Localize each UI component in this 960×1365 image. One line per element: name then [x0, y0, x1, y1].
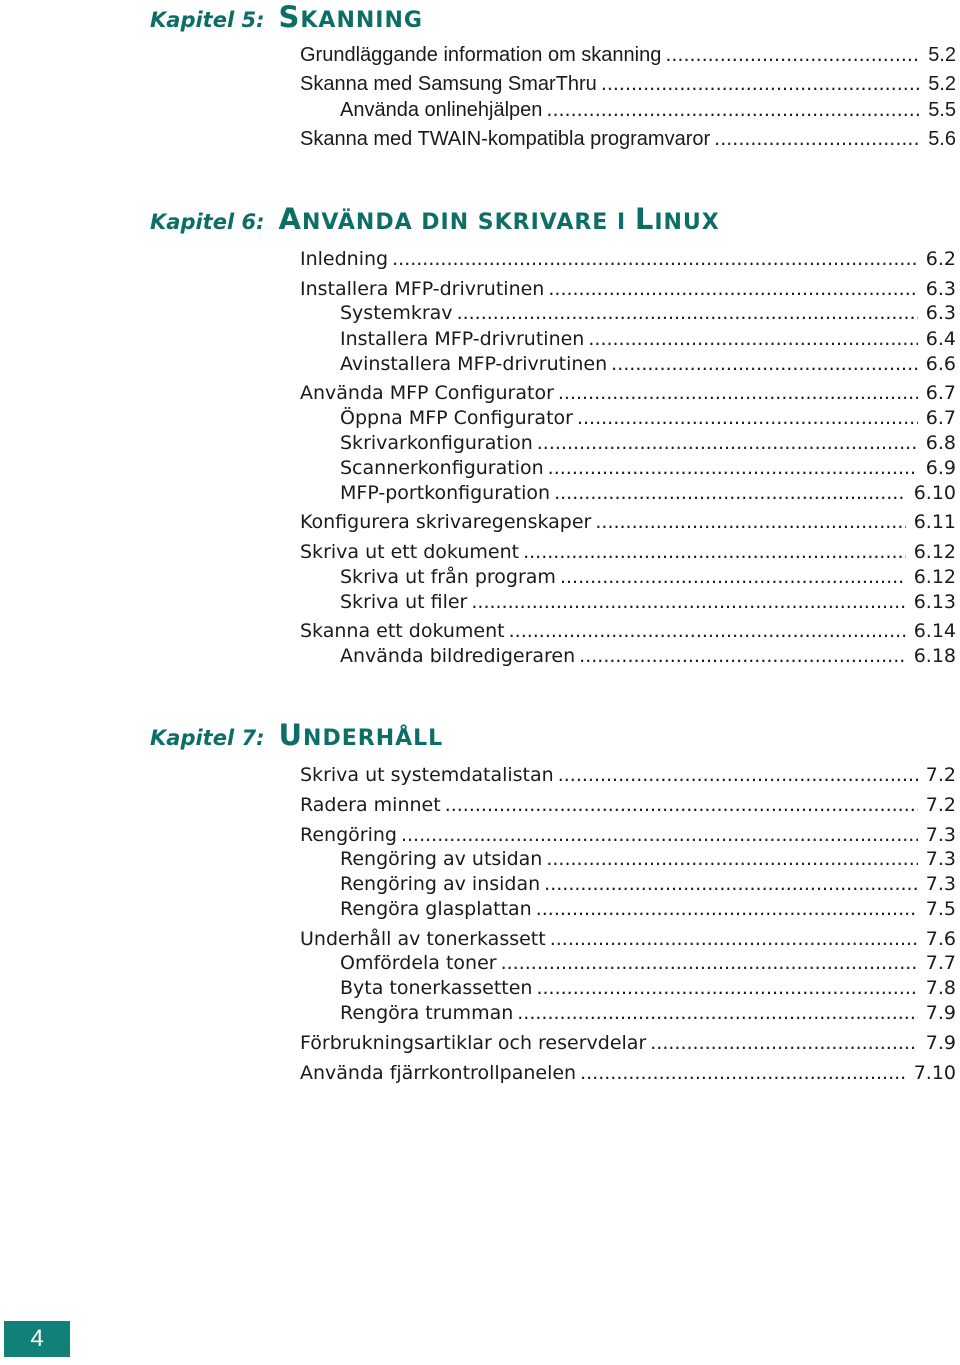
toc-entry[interactable]: [300, 1062, 956, 1088]
toc-entry-title: Rengöra glasplattan: [340, 898, 532, 920]
dot-leader: [401, 824, 918, 846]
toc-entry-page: 6.3: [925, 302, 956, 324]
toc-entry-title: Skanna med TWAIN-kompatibla programvaror: [300, 128, 711, 150]
dot-leader: [457, 302, 918, 324]
toc-entry-page: 7.9: [925, 1002, 956, 1024]
chapter-label: Kapitel 6:: [150, 210, 265, 234]
chapter-title-rest: NVÄNDA DIN SKRIVARE I: [301, 210, 635, 235]
toc-entry-title: Använda fjärrkontrollpanelen: [300, 1062, 577, 1084]
dot-leader: [558, 764, 918, 786]
dot-leader: [536, 977, 917, 999]
dot-leader: [665, 44, 920, 66]
dot-leader: [588, 328, 917, 350]
toc-entry[interactable]: [300, 44, 956, 70]
dot-leader: [392, 248, 918, 270]
dot-leader: [544, 873, 918, 895]
toc-entry-title: Skriva ut från program: [340, 566, 556, 588]
dot-leader: [509, 620, 906, 642]
toc-entry-page: 7.3: [925, 824, 956, 846]
toc-entry[interactable]: [340, 591, 956, 617]
toc-entry-title: Konfigurera skrivaregenskaper: [300, 511, 592, 533]
toc-entry-page: 6.7: [925, 407, 956, 429]
dot-leader: [650, 1032, 918, 1054]
chapter-title-rest: INUX: [654, 210, 720, 235]
toc-entry-title: Skriva ut systemdatalistan: [300, 764, 554, 786]
toc-entry-page: 6.10: [913, 482, 956, 504]
dot-leader: [558, 382, 918, 404]
toc-entry-title: Grundläggande information om skanning: [300, 44, 662, 66]
toc-entry-title: MFP-portkonfiguration: [340, 482, 551, 504]
dot-leader: [536, 898, 918, 920]
toc-entry-title: Skriva ut filer: [340, 591, 468, 613]
chapter-5-heading: [150, 0, 423, 40]
toc-entry[interactable]: [300, 128, 956, 154]
toc-entry[interactable]: [300, 824, 956, 850]
toc-entry[interactable]: [300, 278, 956, 304]
toc-entry[interactable]: [340, 645, 956, 671]
toc-entry[interactable]: [340, 482, 956, 508]
toc-entry-page: 5.2: [928, 73, 956, 95]
toc-entry[interactable]: [340, 302, 956, 328]
dot-leader: [548, 457, 918, 479]
dot-leader: [501, 952, 918, 974]
dot-leader: [580, 1062, 906, 1084]
chapter-title-cap: U: [278, 718, 304, 752]
toc-entry[interactable]: [300, 794, 956, 820]
toc-entry-title: Skanna ett dokument: [300, 620, 505, 642]
toc-entry-page: 6.6: [925, 353, 956, 375]
toc-entry-title: Skanna med Samsung SmarThru: [300, 73, 597, 95]
toc-entry-page: 7.10: [913, 1062, 956, 1084]
toc-entry-page: 7.7: [925, 952, 956, 974]
toc-entry-page: 7.2: [925, 764, 956, 786]
toc-entry[interactable]: [340, 873, 956, 899]
toc-entry[interactable]: [340, 898, 956, 924]
chapter-title-cap: L: [634, 202, 655, 236]
dot-leader: [517, 1002, 918, 1024]
toc-entry-page: 6.12: [913, 541, 956, 563]
toc-entry[interactable]: [300, 248, 956, 274]
toc-entry-page: 7.3: [925, 848, 956, 870]
chapter-label: Kapitel 5:: [150, 8, 265, 32]
toc-entry-title: Omfördela toner: [340, 952, 497, 974]
chapter-title: [278, 0, 422, 34]
toc-entry[interactable]: [340, 1002, 956, 1028]
toc-entry-page: 7.6: [925, 928, 956, 950]
toc-entry-page: 6.18: [913, 645, 956, 667]
toc-entry[interactable]: [340, 952, 956, 978]
toc-entry-page: 5.5: [928, 99, 956, 121]
toc-entry-page: 6.3: [925, 278, 956, 300]
toc-entry-page: 5.6: [928, 128, 956, 150]
toc-entry-page: 7.8: [925, 977, 956, 999]
toc-entry-title: Använda MFP Configurator: [300, 382, 554, 404]
toc-entry[interactable]: [340, 977, 956, 1003]
chapter-title-rest: KANNING: [300, 8, 423, 33]
toc-entry-title: Öppna MFP Configurator: [340, 407, 573, 429]
chapter-title: [278, 718, 443, 752]
toc-entry-page: 7.5: [925, 898, 956, 920]
dot-leader: [445, 794, 918, 816]
toc-entry-page: 6.11: [913, 511, 956, 533]
chapter-label: Kapitel 7:: [150, 726, 265, 750]
dot-leader: [548, 278, 917, 300]
dot-leader: [550, 928, 918, 950]
toc-entry-title: Avinstallera MFP-drivrutinen: [340, 353, 608, 375]
toc-entry[interactable]: [300, 764, 956, 790]
toc-entry-title: Inledning: [300, 248, 389, 270]
toc-entry[interactable]: [340, 99, 956, 125]
chapter-6-heading: [150, 202, 720, 242]
dot-leader: [546, 99, 920, 121]
toc-entry[interactable]: [340, 566, 956, 592]
toc-entry[interactable]: [300, 541, 956, 567]
toc-entry[interactable]: [300, 511, 956, 537]
toc-entry-title: Rengöring: [300, 824, 397, 846]
chapter-title: [278, 202, 719, 236]
dot-leader: [595, 511, 905, 533]
toc-entry-page: 6.4: [925, 328, 956, 350]
toc-entry-page: 6.8: [925, 432, 956, 454]
chapter-title-rest: NDERHÅLL: [303, 726, 444, 751]
toc-entry[interactable]: [300, 928, 956, 954]
dot-leader: [579, 645, 906, 667]
toc-entry-page: 6.7: [925, 382, 956, 404]
chapter-title-cap: S: [278, 0, 301, 34]
toc-entry[interactable]: [340, 353, 956, 379]
toc-entry-title: Scannerkonfiguration: [340, 457, 544, 479]
dot-leader: [714, 128, 920, 150]
dot-leader: [601, 73, 920, 95]
toc-entry[interactable]: [300, 382, 956, 408]
toc-entry-title: Installera MFP-drivrutinen: [340, 328, 585, 350]
toc-entry-title: Skrivarkonfiguration: [340, 432, 533, 454]
toc-entry-page: 7.2: [925, 794, 956, 816]
toc-entry-page: 6.12: [913, 566, 956, 588]
dot-leader: [577, 407, 918, 429]
dot-leader: [560, 566, 906, 588]
toc-entry-page: 6.9: [925, 457, 956, 479]
toc-entry-page: 6.14: [913, 620, 956, 642]
toc-entry-title: Använda bildredigeraren: [340, 645, 576, 667]
dot-leader: [611, 353, 918, 375]
toc-entry-title: Rengöring av insidan: [340, 873, 541, 895]
dot-leader: [546, 848, 917, 870]
dot-leader: [471, 591, 905, 613]
toc-entry-title: Radera minnet: [300, 794, 441, 816]
toc-entry-page: 6.2: [925, 248, 956, 270]
toc-entry-page: 5.2: [928, 44, 956, 66]
page-number-badge: 4: [4, 1321, 70, 1357]
dot-leader: [554, 482, 906, 504]
chapter-7-heading: [150, 718, 443, 758]
toc-entry-title: Förbrukningsartiklar och reservdelar: [300, 1032, 647, 1054]
toc-entry[interactable]: [340, 328, 956, 354]
toc-entry-title: Rengöra trumman: [340, 1002, 514, 1024]
toc-entry-title: Skriva ut ett dokument: [300, 541, 520, 563]
toc-entry-page: 6.13: [913, 591, 956, 613]
toc-entry[interactable]: [340, 432, 956, 458]
dot-leader: [523, 541, 906, 563]
toc-entry-title: Byta tonerkassetten: [340, 977, 533, 999]
toc-entry[interactable]: [340, 848, 956, 874]
toc-entry-title: Underhåll av tonerkassett: [300, 928, 546, 950]
toc-entry-title: Använda onlinehjälpen: [340, 99, 543, 121]
toc-entry[interactable]: [340, 457, 956, 483]
toc-entry[interactable]: [300, 620, 956, 646]
toc-entry-page: 7.3: [925, 873, 956, 895]
dot-leader: [537, 432, 918, 454]
toc-entry-title: Rengöring av utsidan: [340, 848, 543, 870]
toc-entry-page: 7.9: [925, 1032, 956, 1054]
toc-entry[interactable]: [300, 73, 956, 99]
toc-entry-title: Systemkrav: [340, 302, 453, 324]
toc-entry-title: Installera MFP-drivrutinen: [300, 278, 545, 300]
chapter-title-cap: A: [278, 202, 302, 236]
toc-entry[interactable]: [300, 1032, 956, 1058]
toc-entry[interactable]: [340, 407, 956, 433]
